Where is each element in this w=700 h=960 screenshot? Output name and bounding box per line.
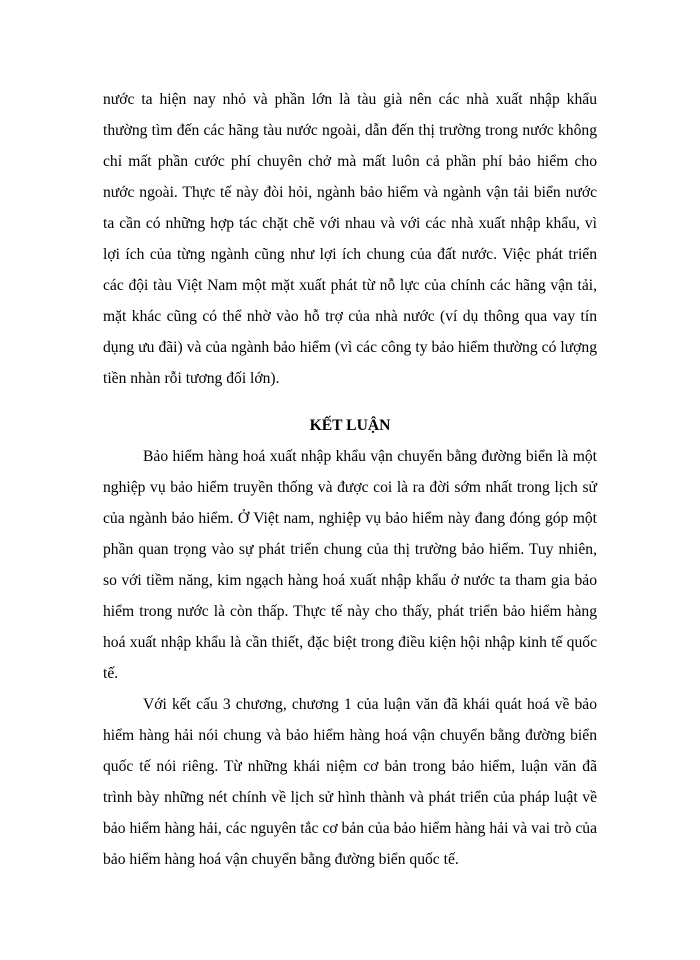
section-heading: KẾT LUẬN [309, 417, 391, 434]
paragraph-conclusion-1: Bảo hiểm hàng hoá xuất nhập khẩu vận chuyển bằng đường biển là một nghiệp vụ bảo hiểm truyền thống và được coi là ra đời sớm nhất trong lịch sử của ngành bảo hiểm. Ở Việt nam, nghiệp vụ bảo hiểm này đang đóng góp một phần quan trọng vào sự phát triển chung của thị trường bảo hiểm. Tuy nhiên, so với tiềm năng, kim ngạch hàng hoá xuất nhập khẩu ở nước ta tham gia bảo hiểm trong nước là còn thấp. Thực tế này cho thấy, phát triển bảo hiểm hàng hoá xuất nhập khẩu là cần thiết, đặc biệt trong điều kiện hội nhập kinh tế quốc tế. [103, 448, 597, 682]
document-body [103, 84, 597, 875]
paragraph-conclusion-2: Với kết cấu 3 chương, chương 1 của luận văn đã khái quát hoá về bảo hiểm hàng hải nói chung và bảo hiểm hàng hoá vận chuyển bằng đường biển quốc tế nói riêng. Từ những khái niệm cơ bản trong bảo hiểm, luận văn đã trình bày những nét chính về lịch sử hình thành và phát triển của pháp luật về bảo hiểm hàng hải, các nguyên tắc cơ bản của bảo hiểm hàng hải và vai trò của bảo hiểm hàng hoá vận chuyển bằng đường biển quốc tế. [103, 696, 597, 868]
paragraph-continuation: nước ta hiện nay nhỏ và phần lớn là tàu già nên các nhà xuất nhập khẩu thường tìm đến các hãng tàu nước ngoài, dẫn đến thị trường trong nước không chỉ mất phần cước phí chuyên chở mà mất luôn cả phần phí bảo hiểm cho nước ngoài. Thực tế này đòi hỏi, ngành bảo hiểm và ngành vận tải biển nước ta cần có những hợp tác chặt chẽ với nhau và với các nhà xuất nhập khẩu, vì lợi ích của từng ngành cũng như lợi ích chung của đất nước. Việc phát triển các đội tàu Việt Nam một mặt xuất phát từ nỗ lực của chính các hãng vận tải, mặt khác cũng có thể nhờ vào hỗ trợ của nhà nước (ví dụ thông qua vay tín dụng ưu đãi) và của ngành bảo hiểm (vì các công ty bảo hiểm thường có lượng tiền nhàn rỗi tương đối lớn). [103, 91, 597, 387]
